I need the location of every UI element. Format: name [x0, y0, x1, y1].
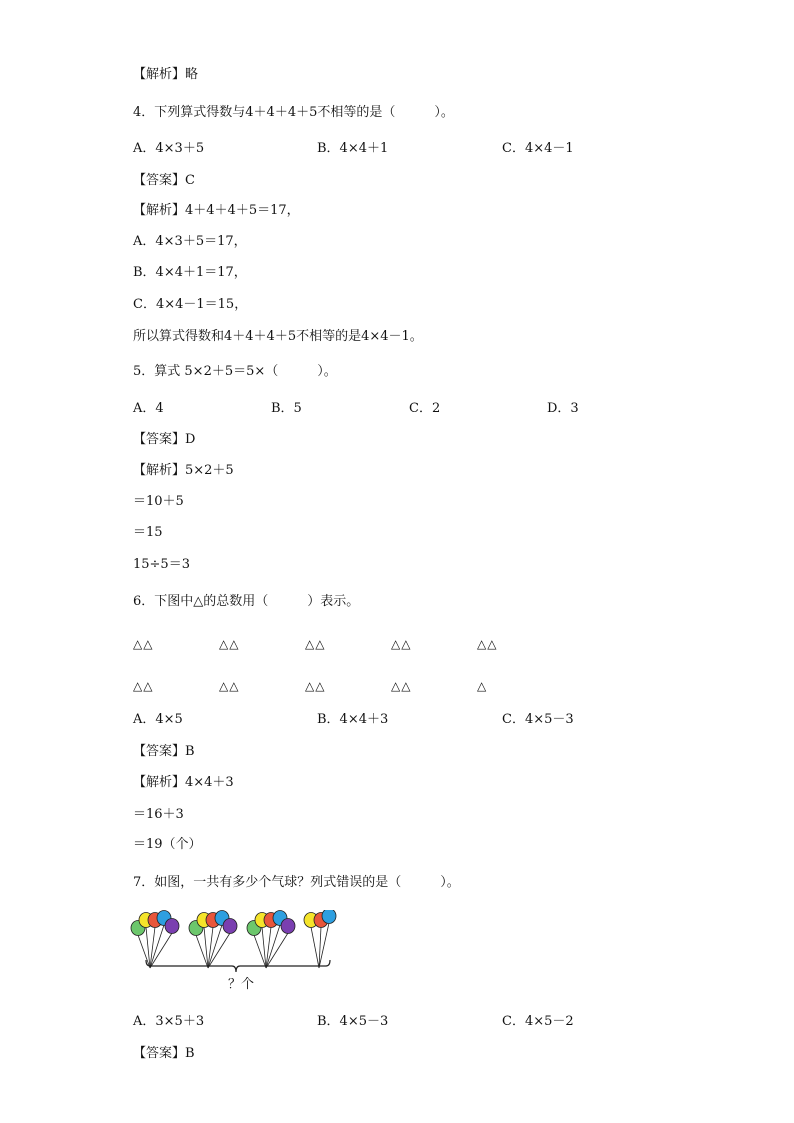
balloons-figure: [128, 910, 348, 1000]
q5-analysis-line: 【解析】5×2＋5: [133, 463, 234, 478]
q4-analysis-line: C．4×4－1＝15，: [133, 297, 248, 312]
balloon: [281, 919, 295, 934]
q4-stem: 4．下列算式得数与4＋4＋4＋5不相等的是（ ）。: [133, 105, 454, 120]
q4-option-c: C．4×4－1: [502, 141, 574, 156]
triangle-group: △△: [219, 637, 240, 651]
q6-analysis-line: ＝19（个）: [133, 837, 202, 852]
q7-stem: 7．如图，一共有多少个气球？列式错误的是（ ）。: [133, 875, 460, 890]
q6-answer: 【答案】B: [133, 744, 195, 759]
q5-analysis-line: ＝10＋5: [133, 494, 184, 509]
q6-stem: 6．下图中△的总数用（ ）表示。: [133, 594, 360, 609]
q4-analysis-line: 【解析】4＋4＋4＋5＝17，: [133, 203, 300, 218]
q7-answer: 【答案】B: [133, 1046, 195, 1061]
q6-option-b: B．4×4＋3: [317, 712, 389, 727]
triangle-group: △△: [219, 679, 240, 693]
q6-analysis-line: ＝16＋3: [133, 807, 184, 822]
triangle-group: △△: [305, 637, 326, 651]
q5-stem: 5．算式 5×2＋5＝5×（ ）。: [133, 364, 337, 379]
q6-option-a: A．4×5: [133, 712, 183, 727]
q7-option-a: A．3×5＋3: [133, 1014, 205, 1029]
q7-option-b: B．4×5－3: [317, 1014, 389, 1029]
balloon-string: [208, 925, 222, 968]
q3-analysis: 【解析】略: [133, 67, 199, 82]
triangle-group: △: [477, 679, 488, 693]
balloon-string: [311, 927, 319, 968]
balloon-string: [266, 925, 280, 968]
triangle-group: △△: [133, 679, 154, 693]
balloon-string: [150, 925, 164, 968]
q6-analysis-line: 【解析】4×4＋3: [133, 775, 234, 790]
q5-answer: 【答案】D: [133, 432, 196, 447]
brace-line: [146, 960, 330, 972]
q5-analysis-line: ＝15: [133, 525, 163, 540]
q5-option-a: A．4: [133, 401, 164, 416]
triangle-group: △△: [133, 637, 154, 651]
balloon: [165, 919, 179, 934]
q4-analysis-line: A．4×3＋5＝17，: [133, 234, 247, 249]
balloon: [322, 910, 336, 924]
triangle-group: △△: [391, 637, 412, 651]
q4-answer: 【答案】C: [133, 173, 195, 188]
q6-option-c: C．4×5－3: [502, 712, 574, 727]
q5-option-d: D．3: [547, 401, 579, 416]
brace-label: ？个: [228, 977, 255, 992]
q5-analysis-line: 15÷5＝3: [133, 557, 190, 572]
q4-option-a: A．4×3＋5: [133, 141, 205, 156]
q4-analysis-line: 所以算式得数和4＋4＋4＋5不相等的是4×4－1。: [133, 329, 423, 344]
triangle-group: △△: [305, 679, 326, 693]
q5-option-c: C．2: [409, 401, 441, 416]
balloon: [223, 919, 237, 934]
q7-option-c: C．4×5－2: [502, 1014, 574, 1029]
q5-option-b: B．5: [271, 401, 302, 416]
triangle-group: △△: [391, 679, 412, 693]
balloon-layer: [131, 910, 336, 968]
triangle-group: △△: [477, 637, 498, 651]
q4-option-b: B．4×4＋1: [317, 141, 389, 156]
q4-analysis-line: B．4×4＋1＝17，: [133, 265, 247, 280]
